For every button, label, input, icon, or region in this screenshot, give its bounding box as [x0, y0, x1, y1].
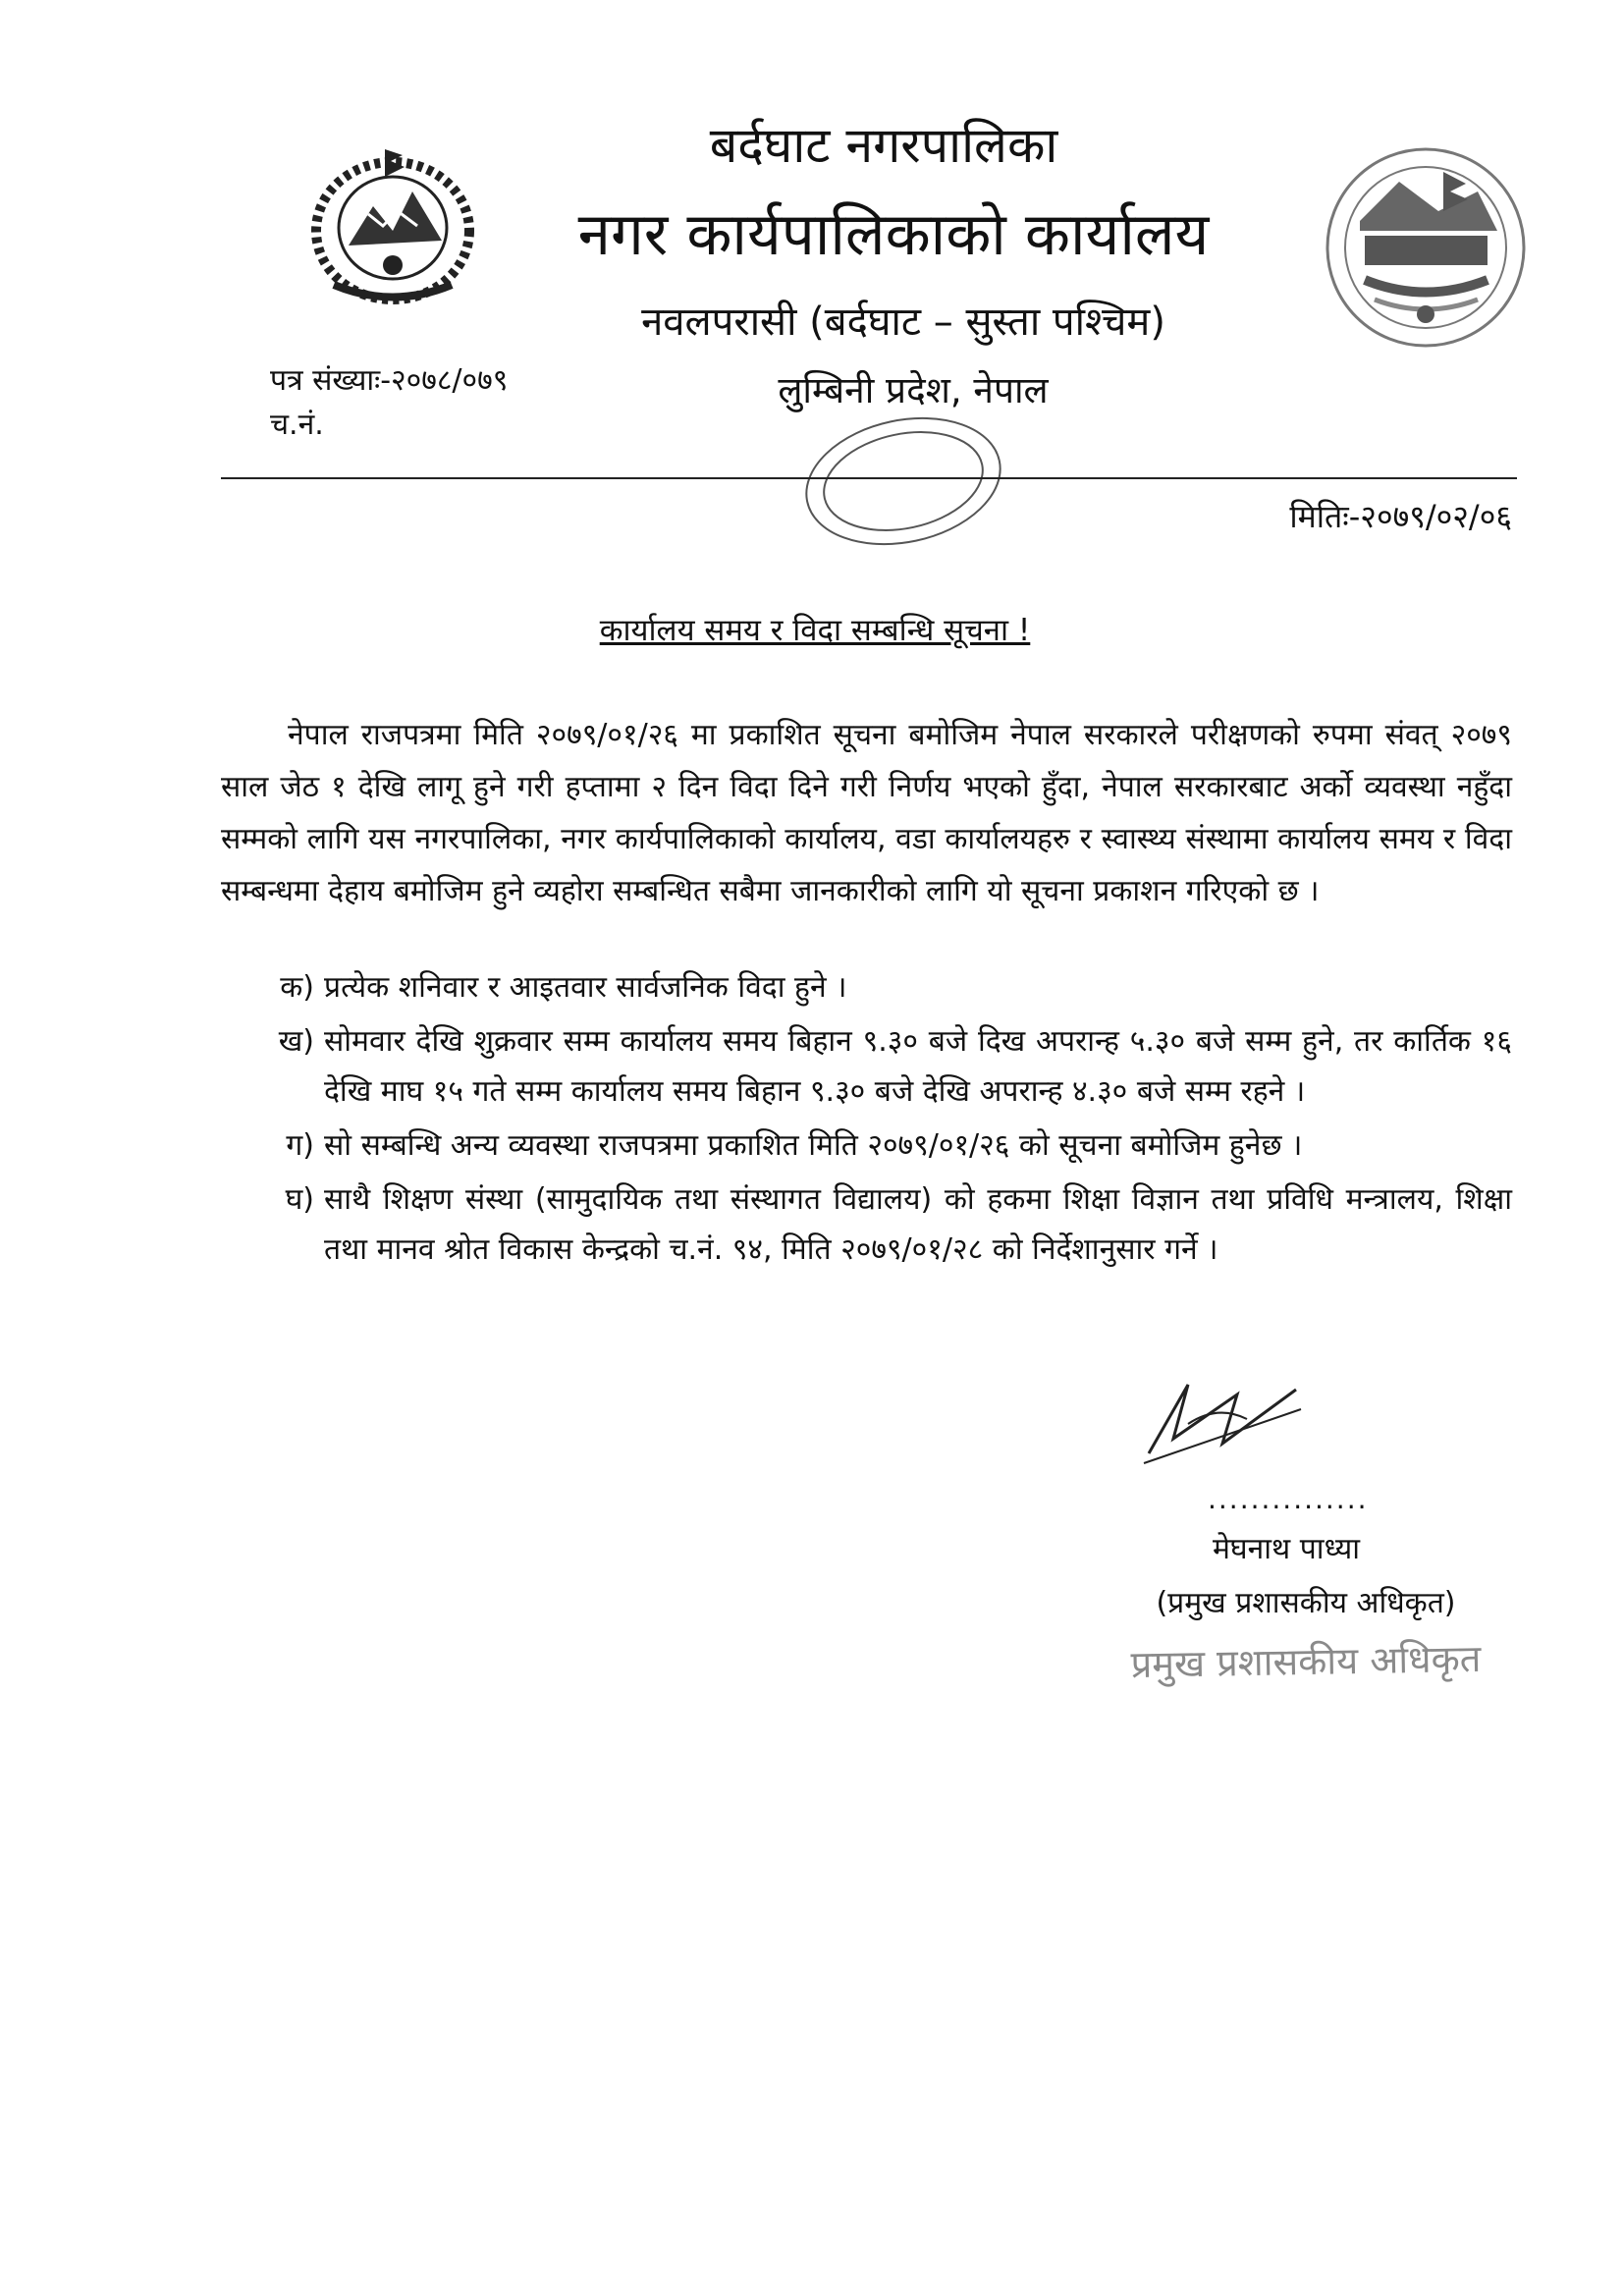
office-location: नवलपरासी (बर्दघाट – सुस्ता पश्चिम) [641, 300, 1165, 345]
list-item [221, 1121, 1512, 1171]
item-text: प्रत्येक शनिवार र आइतवार सार्वजनिक विदा हुने । [324, 970, 847, 1005]
signatory-title: (प्रमुख प्रशासकीय अधिकृत) [1156, 1586, 1456, 1620]
dispatch-number: च.नं. [270, 408, 324, 442]
title-stamp: प्रमुख प्रशासकीय अधिकृत [1130, 1636, 1482, 1687]
nepal-government-emblem-icon [295, 137, 491, 314]
list-item [221, 1016, 1512, 1117]
signature-line: ............... [1208, 1483, 1369, 1515]
item-marker: घ) [285, 1182, 314, 1217]
bardghat-municipality-logo-icon [1321, 142, 1532, 354]
item-text: सोमवार देखि शुक्रवार सम्म कार्यालय समय बिहान ९.३० बजे दिख अपरान्ह ५.३० बजे सम्म हुने, तर कार्तिक १६ देखि माघ १५ गते सम्म कार्यालय समय बिहान ९.३० बजे देखि अपरान्ह ४.३० बजे सम्म रहने । [324, 1024, 1512, 1109]
letter-number: पत्र संख्याः-२०७८/०७९ [270, 363, 509, 398]
notice-items [221, 962, 1512, 1279]
item-text: सो सम्बन्धि अन्य व्यवस्था राजपत्रमा प्रकाशित मिति २०७९/०१/२६ को सूचना बमोजिम हुनेछ । [324, 1128, 1303, 1163]
notice-body: नेपाल राजपत्रमा मिति २०७९/०१/२६ मा प्रकाशित सूचना बमोजिम नेपाल सरकारले परीक्षणको रुपमा संवत् २०७९ साल जेठ १ देखि लागू हुने गरी हप्तामा २ दिन विदा दिने गरी निर्णय भएको हुँदा, नेपाल सरकारबाट अर्को व्यवस्था नहुँदा सम्मको लागि यस नगरपालिका, नगर कार्यपालिकाको कार्यालय, वडा कार्यालयहरु र स्वास्थ्य संस्थामा कार्यालय समय र विदा सम्बन्धमा देहाय बमोजिम हुने व्यहोरा सम्बन्धित सबैमा जानकारीको लागि यो सूचना प्रकाशन गरिएको छ । [221, 718, 1512, 908]
item-marker: ग) [286, 1128, 314, 1163]
item-marker: क) [280, 970, 314, 1005]
letter-date: मितिः-२०७९/०२/०६ [1289, 498, 1512, 535]
handwritten-signature [1129, 1365, 1316, 1473]
office-province: लुम्बिनी प्रदेश, नेपाल [778, 369, 1049, 411]
signatory-name: मेघनाथ पाध्या [1212, 1532, 1361, 1566]
list-item [221, 1175, 1512, 1275]
list-item [221, 962, 1512, 1012]
office-name: नगर कार्यपालिकाको कार्यालय [577, 200, 1210, 269]
item-text: साथै शिक्षण संस्था (सामुदायिक तथा संस्थागत विद्यालय) को हकमा शिक्षा विज्ञान तथा प्रविधि मन्त्रालय, शिक्षा तथा मानव श्रोत विकास केन्द्रको च.नं. ९४, मिति २०७९/०१/२८ को निर्देशानुसार गर्ने । [324, 1182, 1512, 1267]
office-stamp [785, 398, 1021, 565]
item-marker: ख) [278, 1024, 314, 1059]
header-divider [221, 477, 1517, 479]
municipality-name: बर्दघाट नगरपालिका [709, 117, 1058, 174]
notice-subject: कार्यालय समय र विदा सम्बन्धि सूचना ! [599, 613, 1031, 648]
